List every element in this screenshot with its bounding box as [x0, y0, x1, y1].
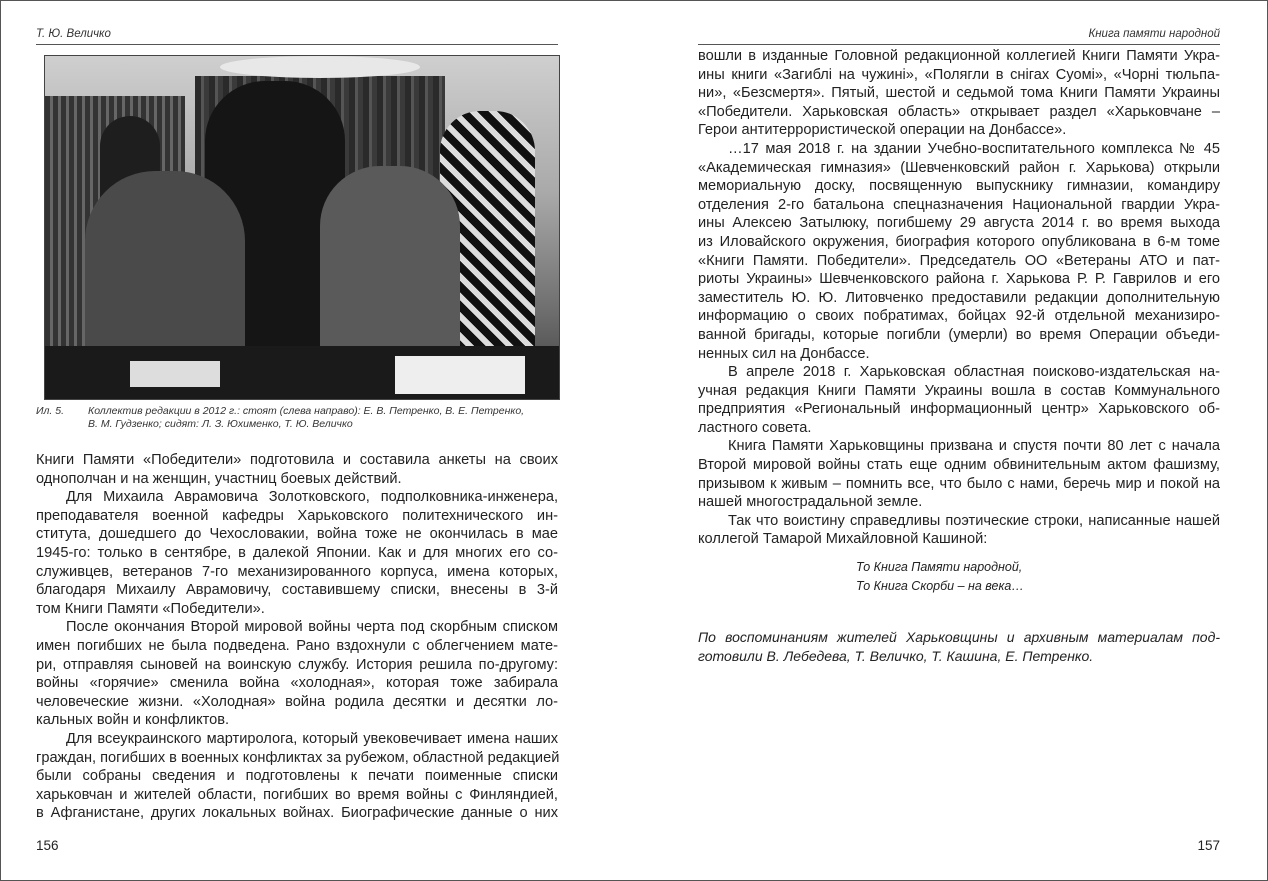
papers [130, 361, 220, 387]
text-line: Для всеукраинского мартиролога, который увековечивает имена наших [66, 730, 558, 747]
poem [856, 558, 1024, 595]
person-seated-1 [85, 171, 245, 356]
text-line: мемориальную доску, посвященную выпускнику гимназии, командиру [698, 178, 1220, 195]
person-seated-2 [320, 166, 460, 356]
text-line: ститута, дошедшего до Чехословакии, война тоже не окончилась в мае [36, 526, 558, 543]
text-line: Так что воистину справедливы поэтические строки, написанные нашей [728, 512, 1220, 529]
text-line: Для Михаила Аврамовича Золотковского, подполковника-инженера, [66, 489, 558, 506]
lamp [220, 56, 420, 78]
text-line: Герои антитеррористической операции на Донбассе». [698, 122, 1067, 139]
group-photo [44, 55, 560, 400]
text-line: том Книги Памяти «Победители». [36, 600, 265, 617]
text-line: ины книги «Загиблі на чужині», «Полягли в снігах Суомі», «Чорні тюльпа- [698, 66, 1220, 83]
text-line: отделения 2-го батальона спецназначения Национальной гвардии Укра- [698, 196, 1220, 213]
text-line: служивцев, ветеранов 7-го механизированного корпуса, имена которых, [36, 563, 558, 580]
text-line: из Иловайского окружения, биография которого опубликована в 6-м томе [698, 233, 1220, 250]
text-line: были собраны сведения и подготовлены к печати поименные списки [36, 768, 558, 785]
poem-line: То Книга Скорби – на века… [856, 578, 1024, 593]
text-line: …17 мая 2018 г. на здании Учебно-воспитательного комплекса № 45 [728, 140, 1220, 157]
right-page [698, 0, 1220, 881]
text-line: 1945-го: только в сентябре, в далекой Японии. Как и для многих его со- [36, 544, 558, 561]
credits-line: готовили В. Лебедева, Т. Величко, Т. Кашина, Е. Петренко. [698, 647, 1094, 664]
open-book [395, 356, 525, 394]
text-line: В апреле 2018 г. Харьковская областная поисково-издательская на- [728, 364, 1220, 381]
text-line: «Академическая гимназия» (Шевченковский район г. Харькова) открыли [698, 159, 1220, 176]
text-line: вошли в изданные Головной редакционной коллегией Книги Памяти Укра- [698, 48, 1220, 64]
text-line: учная редакция Книги Памяти Украины вошла в состав Коммунального [698, 382, 1220, 399]
paragraph [36, 451, 558, 488]
caption-label: Ил. 5. [36, 405, 65, 417]
poem-line: То Книга Памяти народной, [856, 560, 1023, 574]
paragraph [698, 512, 1220, 549]
text-line: ины Алексею Затылюку, погибшему 29 августа 2014 г. во время выхода [698, 215, 1220, 232]
text-line: граждан, погибших в военных конфликтах за рубежом, областной редакцией [36, 749, 560, 766]
paragraph [698, 437, 1220, 511]
page-number: 156 [36, 838, 59, 853]
page-number: 157 [1197, 838, 1220, 853]
text-line: Книги Памяти «Победители» подготовила и составила анкеты на своих [36, 452, 558, 468]
text-line: войны «горячие» сменила война «холодная», которая тоже забирала [36, 675, 558, 692]
paragraph [698, 47, 1220, 140]
text-line: харьковчан и жителей области, погибших во время войны с Финляндией, [36, 786, 558, 803]
text-line: коллегой Тамарой Михайловной Кашиной: [698, 531, 988, 548]
text-line: Книга Памяти Харьковщины призвана и спустя почти 80 лет с начала [728, 438, 1220, 455]
text-line: «Книги Памяти. Победители». Председатель ОО «Ветераны АТО и пат- [698, 252, 1220, 269]
text-line: ни», «Безсмертя». Пятый, шестой и седьмой тома Книги Памяти Украины [698, 85, 1220, 102]
text-line: нашей многострадальной земле. [698, 494, 923, 511]
text-line: риоты Украины» Шевченковского района г. Харькова Р. Р. Гаврилов и его [698, 271, 1220, 288]
text-line: человеческие жизни. «Холодная» война родила десятки и десятки ло- [36, 693, 558, 710]
credits [698, 628, 1220, 665]
paragraph [698, 140, 1220, 363]
paragraph [36, 730, 558, 823]
text-line: ненных сил на Донбассе. [698, 345, 870, 362]
text-line: однополчан и на женщин, участниц боевых действий. [36, 470, 402, 487]
paragraph [36, 488, 558, 618]
text-line: предприятия «Региональный информационный центр» Харьковского об- [698, 401, 1220, 418]
caption-line: Коллектив редакции в 2012 г.: стоят (слева направо): Е. В. Петренко, В. Е. Петренко, [88, 405, 525, 417]
running-head-title: Книга памяти народной [1088, 28, 1220, 40]
text-line: в Афганистане, других локальных войнах. Биографические данные о них [36, 805, 558, 822]
body-text [36, 451, 558, 823]
header-rule [698, 44, 1220, 45]
text-line: ри, отправляя сыновей на воинскую службу. История решила по-другому: [36, 656, 558, 673]
caption-line: В. М. Гудзенко; сидят: Л. З. Юхименко, Т. Ю. Величко [88, 418, 353, 430]
credits-line: По воспоминаниям жителей Харьковщины и архивным материалам под- [698, 629, 1220, 645]
paragraph [698, 363, 1220, 437]
text-line: Второй мировой войны стать еще одним обвинительным актом фашизму, [698, 457, 1220, 474]
text-line: заместитель Ю. Ю. Литовченко предоставили редакции дополнительную [698, 289, 1220, 306]
text-line: благодаря Михаилу Аврамовичу, составившему списки, внесены в 3-й [36, 582, 558, 599]
text-line: имен погибших не была подведена. Рано вздохнули с облегчением мате- [36, 637, 558, 654]
text-line: ластного совета. [698, 419, 812, 436]
left-page [36, 0, 558, 881]
text-line: информацию о своих побратимах, бойцах 92-й отдельной механизиро- [698, 308, 1220, 325]
text-line: ванной бригады, которые погибли (умерли) во время Операции объеди- [698, 326, 1220, 343]
body-text [698, 47, 1220, 549]
running-head-author: Т. Ю. Величко [36, 28, 111, 40]
text-line: «Победители. Харьковская область» открывает раздел «Харьковчане – [698, 103, 1220, 120]
text-line: призывом к живым – помнить все, что было с нами, беречь мир и покой на [698, 475, 1220, 492]
text-line: После окончания Второй мировой войны черта под скорбным списком [66, 619, 558, 636]
header-rule [36, 44, 558, 45]
paragraph [36, 618, 558, 730]
text-line: кальных войн и конфликтов. [36, 712, 230, 729]
text-line: преподавателя военной кафедры Харьковского политехнического ин- [36, 507, 558, 524]
